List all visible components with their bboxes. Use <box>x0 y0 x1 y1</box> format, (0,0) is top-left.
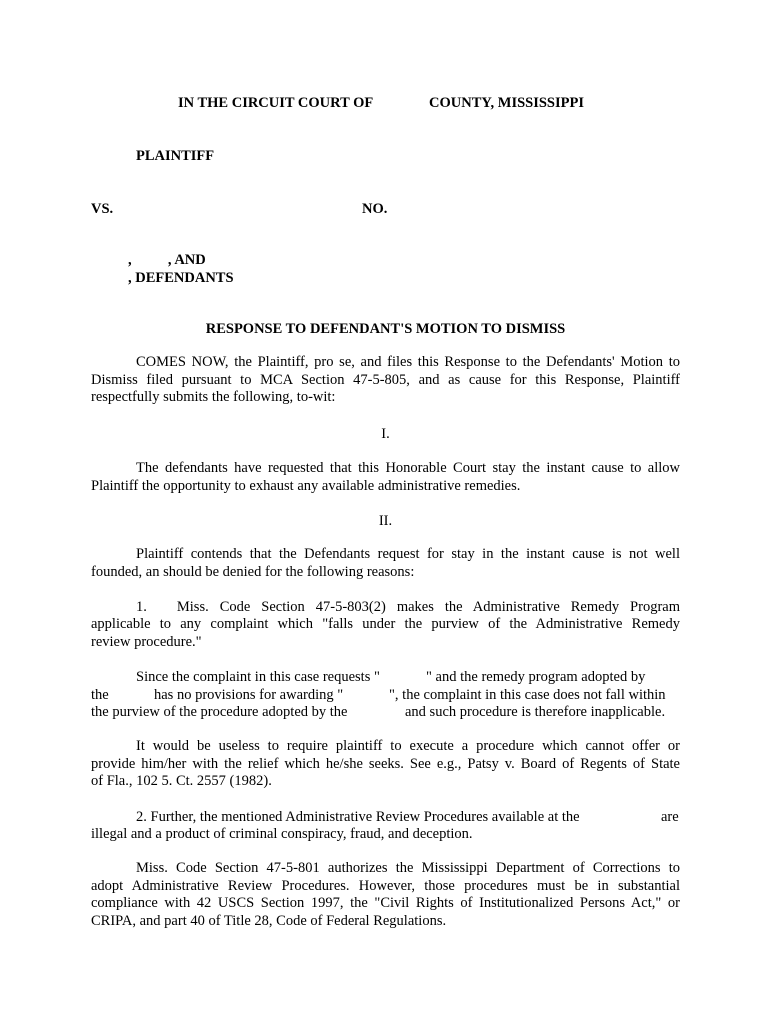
court-heading-right: COUNTY, MISSISSIPPI <box>429 95 584 111</box>
section-2-paragraph-1 <box>91 546 680 581</box>
item-1-first-line <box>136 599 680 617</box>
paragraph-line: It would be useless to require plaintiff to execute a procedure which cannot offer or <box>136 738 680 754</box>
paragraph-line: provide him/her with the relief which he/she seeks. See e.g., Patsy v. Board of Regents of State <box>91 755 680 772</box>
blank-paragraph-line-2b: has no provisions for awarding " <box>154 687 344 703</box>
paragraph-line: adopt Administrative Review Procedures. However, those procedures must be in substantial <box>91 877 680 894</box>
section-1-line: The defendants have requested that this Honorable Court stay the instant cause to allow <box>136 460 680 476</box>
defendants-line-2: , DEFENDANTS <box>128 270 234 286</box>
defendants-line-1: , , AND <box>128 252 206 268</box>
versus-label: VS. <box>91 201 114 217</box>
blank-paragraph-line-2c: ", the complaint in this case does not fall within <box>389 687 666 703</box>
item-2-line-1b: are <box>661 809 679 825</box>
paragraph-line: compliance with 42 USCS Section 1997, the "Civil Rights of Institutionalized Persons Act," or <box>91 895 680 911</box>
item-1-number: 1. <box>136 599 147 615</box>
paragraph-line: of Fla., 102 5. Ct. 2557 (1982). <box>91 773 272 789</box>
intro-line: Dismiss filed pursuant to MCA Section 47-5-805, and as cause for this Response, Plaintiff <box>91 371 680 388</box>
paragraph-line: CRIPA, and part 40 of Title 28, Code of Federal Regulations. <box>91 912 447 929</box>
paragraph-line: review procedure." <box>91 633 202 650</box>
paragraph-line: applicable to any complaint which "falls under the purview of the Administrative Remedy <box>91 616 680 632</box>
item-2-line-1a: 2. Further, the mentioned Administrative Review Procedures available at the <box>136 809 580 825</box>
blank-paragraph-line-1b: " and the remedy program adopted by <box>426 669 646 685</box>
paragraph-line: Plaintiff contends that the Defendants request for stay in the instant cause is not well <box>136 546 680 562</box>
section-2-paragraph-4 <box>91 860 680 930</box>
section-heading-2: II. <box>378 513 393 529</box>
blank-paragraph-line-3b: and such procedure is therefore inapplicable. <box>405 704 666 720</box>
plaintiff-label: PLAINTIFF <box>136 148 215 164</box>
section-1-paragraph <box>91 460 680 495</box>
intro-paragraph <box>91 354 680 407</box>
blank-paragraph-line-1a: Since the complaint in this case requests " <box>136 669 380 685</box>
section-2-paragraph-3 <box>91 738 680 791</box>
section-1-line: Plaintiff the opportunity to exhaust any available administrative remedies. <box>91 477 521 494</box>
document-title: RESPONSE TO DEFENDANT'S MOTION TO DISMISS <box>205 321 566 337</box>
item-2-line-2: illegal and a product of criminal conspiracy, fraud, and deception. <box>91 826 473 842</box>
intro-line: COMES NOW, the Plaintiff, pro se, and files this Response to the Defendants' Motion to <box>136 354 680 370</box>
court-heading-left: IN THE CIRCUIT COURT OF <box>178 95 374 111</box>
case-number-label: NO. <box>362 201 388 217</box>
paragraph-line: Miss. Code Section 47-5-801 authorizes the Mississippi Department of Corrections to <box>136 860 680 876</box>
item-1-text: Miss. Code Section 47-5-803(2) makes the Administrative Remedy Program <box>176 599 680 615</box>
blank-paragraph-line-2a: the <box>91 687 109 703</box>
blank-paragraph-line-3a: the purview of the procedure adopted by the <box>91 704 348 720</box>
section-heading-1: I. <box>381 426 390 442</box>
intro-line: respectfully submits the following, to-wit: <box>91 389 336 405</box>
item-1-continuation <box>91 616 680 651</box>
paragraph-line: founded, an should be denied for the following reasons: <box>91 563 415 580</box>
